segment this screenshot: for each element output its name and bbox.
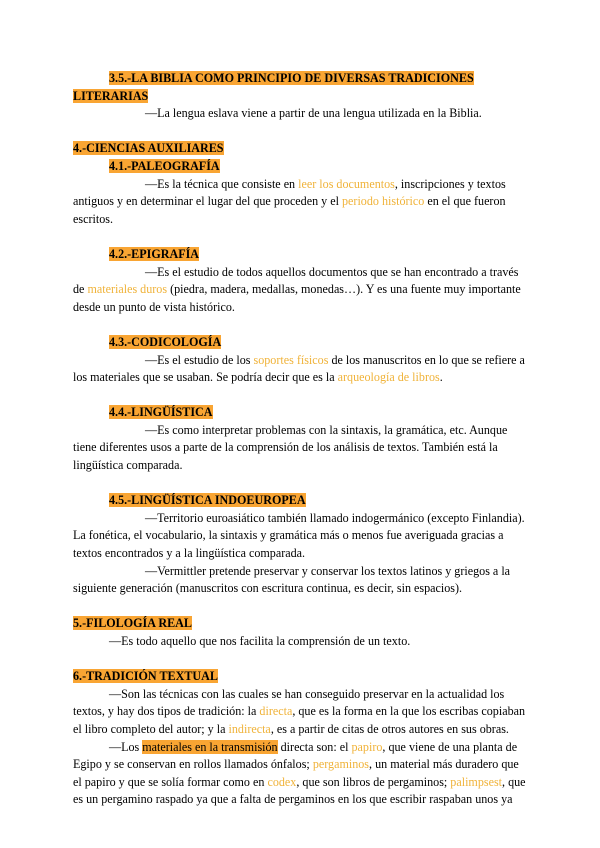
section-3-5-body: —La lengua eslava viene a partir de una lengua utilizada en la Biblia.: [145, 106, 482, 121]
section-3-5-heading-a: 3.5.-LA BIBLIA COMO PRINCIPIO DE DIVERSAS TRADICIONES: [109, 71, 474, 85]
keyword-indirecta: indirecta: [228, 721, 271, 736]
section-6-para2: —Los materiales en la transmisión directa son: el papiro, que viene de una planta de Egipo y se conservan en rollos llamados ónfalos; pergaminos, un material más duradero que el papiro y que se solía formar como en codex, que son libros de pergaminos; palimpsest, que es un pergamino raspado ya que a falta de pergaminos en los que escribir raspaban unos ya: [73, 739, 526, 807]
keyword-codex: codex: [267, 774, 297, 789]
keyword-periodo-historico: periodo histórico: [342, 194, 425, 209]
highlight-materiales-transmision: materiales en la transmisión: [142, 739, 278, 754]
section-4-4-body: —Es como interpretar problemas con la sintaxis, la gramática, etc. Aunque tiene diferentes usos a parte de la comprensión de los análisis de textos. También está la lingüística comparada.: [73, 422, 508, 473]
keyword-directa: directa: [259, 704, 293, 719]
keyword-pergaminos: pergaminos: [312, 757, 370, 772]
section-4-5-heading: 4.5.-LINGÜÍSTICA INDOEUROPEA: [109, 493, 306, 508]
section-3-5-heading-line1: [73, 70, 528, 88]
section-4-3-heading: 4.3.-CODICOLOGÍA: [109, 334, 222, 349]
keyword-leer-documentos: leer los documentos: [298, 176, 395, 191]
section-6-heading: 6.-TRADICIÓN TEXTUAL: [73, 669, 218, 684]
section-4-2-body: —Es el estudio de todos aquellos documentos que se han encontrado a través de materiales duros (piedra, madera, medallas, monedas…). Y es una fuente muy importante desde un punto de vista histórico.: [73, 264, 521, 314]
keyword-papiro: papiro: [351, 739, 383, 754]
section-4-5-para1: —Territorio euroasiático también llamado indogermánico (excepto Finlandia). La fonética, el vocabulario, la sintaxis y gramática más o menos fue averiguada gracias a textos encontrados y a la lingüística comparada.: [73, 510, 525, 561]
keyword-arqueologia-libros: arqueología de libros: [337, 370, 440, 385]
section-4-4-heading: 4.4.-LINGÜÍSTICA: [109, 405, 213, 420]
section-6-para1: —Son las técnicas con las cuales se han conseguido preservar en la actualidad los textos, y hay dos tipos de tradición: la directa, que es la forma en la que los escribas copiaban el libro completo del autor; y la indirecta, es a partir de citas de otros autores en sus obras.: [73, 686, 526, 736]
section-5-heading: 5.-FILOLOGÍA REAL: [73, 616, 192, 631]
section-4-5-para2: —Vermittler pretende preservar y conservar los textos latinos y griegos a la siguiente generación (manuscritos con escritura continua, es decir, sin espacios).: [73, 563, 511, 596]
document-body: [73, 70, 528, 809]
section-4-1-heading: 4.1.-PALEOGRAFÍA: [109, 158, 220, 173]
section-5-body: —Es todo aquello que nos facilita la comprensión de un texto.: [109, 634, 411, 648]
section-4-3-body: —Es el estudio de los soportes físicos de los manuscritos en lo que se refiere a los materiales que se usaban. Se podría decir que es la arqueología de libros.: [73, 352, 525, 385]
keyword-palimpsest: palimpsest: [450, 774, 503, 789]
keyword-soportes-fisicos: soportes físicos: [253, 352, 329, 367]
section-4-heading: 4.-CIENCIAS AUXILIARES: [73, 141, 224, 156]
section-3-5-heading-b: LITERARIAS: [73, 88, 149, 103]
keyword-materiales-duros: materiales duros: [87, 282, 168, 297]
section-4-2-heading: 4.2.-EPIGRAFÍA: [109, 246, 200, 261]
section-4-1-body: —Es la técnica que consiste en leer los documentos, inscripciones y textos antiguos y en determinar el lugar del que proceden y el periodo histórico en el que fueron escritos.: [73, 176, 506, 226]
section-3-5-heading-line2: [73, 88, 528, 106]
